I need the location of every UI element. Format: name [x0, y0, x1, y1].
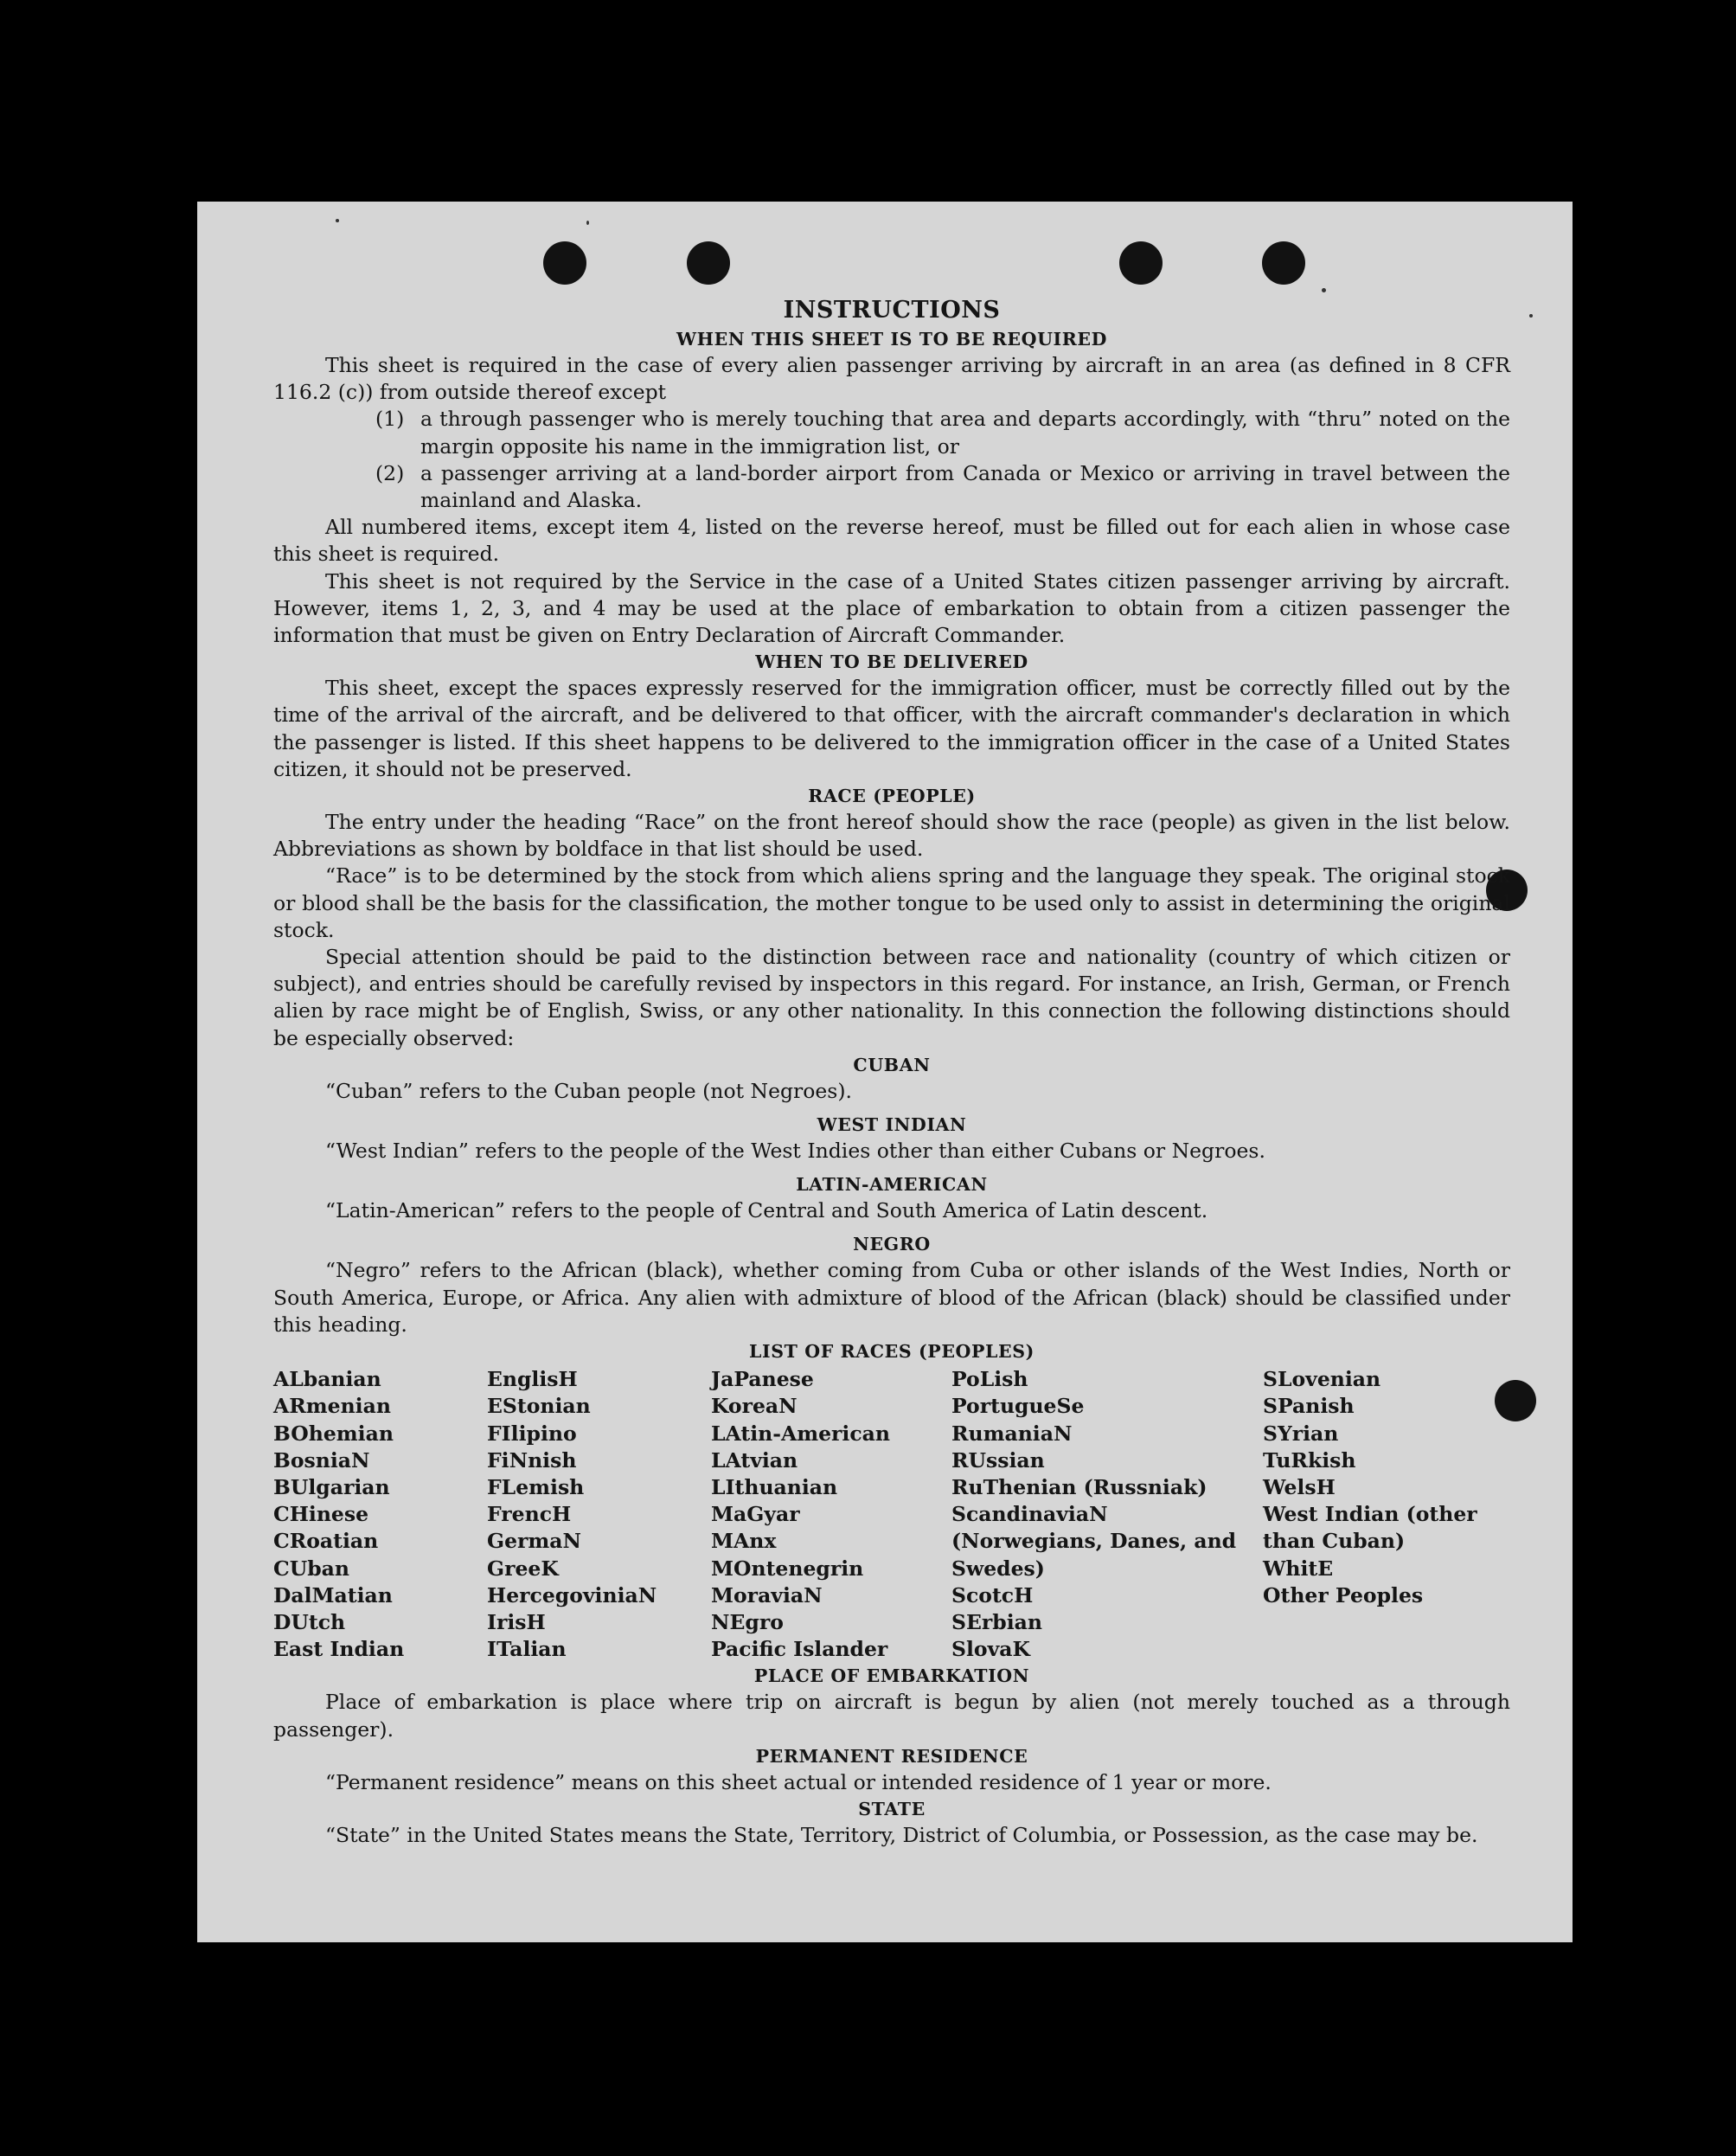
- race-entry: RUssian: [951, 1447, 1045, 1473]
- race-column: [273, 1366, 487, 1663]
- race-entry: FIlipino: [487, 1421, 577, 1446]
- race-entry: RuThenian (Russniak): [951, 1474, 1208, 1499]
- race-entry: West Indian (other than Cuban): [1263, 1502, 1477, 1554]
- race-entry: FrencH: [487, 1502, 572, 1527]
- exception-number: (2): [375, 460, 405, 485]
- race-entry: WhitE: [1263, 1556, 1334, 1581]
- punch-hole: [543, 241, 586, 285]
- race-entry: CRoatian: [273, 1529, 379, 1554]
- race-entry: ALbanian: [273, 1367, 381, 1392]
- race-entry: Other Peoples: [1263, 1582, 1424, 1607]
- paragraph: “Latin-American” refers to the people of Central and South America of Latin descent.: [325, 1198, 1208, 1223]
- race-entry: IrisH: [487, 1609, 546, 1634]
- paragraph: “Cuban” refers to the Cuban people (not Negroes).: [325, 1078, 853, 1103]
- race-entry: ScandinaviaN (Norwegians, Danes, and Swedes): [951, 1502, 1237, 1581]
- paragraph: This sheet, except the spaces expressly reserved for the immigration officer, must be correctly filled out by the time of the arrival of the aircraft, and be delivered to that officer, with the aircraft commander's declaration in which the passenger is listed. If this sheet happens to be delivered to the immigration officer in the case of a United States citizen, it should not be preserved.: [273, 676, 1510, 781]
- section-heading-delivered: WHEN TO BE DELIVERED: [755, 651, 1028, 673]
- race-entry: SlovaK: [951, 1637, 1030, 1662]
- race-entry: SPanish: [1263, 1394, 1355, 1419]
- race-entry: EStonian: [487, 1394, 591, 1419]
- race-entry: PoLish: [951, 1367, 1028, 1392]
- race-column: [711, 1366, 951, 1663]
- paragraph: “Permanent residence” means on this sheet actual or intended residence of 1 year or more.: [325, 1769, 1272, 1794]
- race-entry: SYrian: [1263, 1421, 1339, 1446]
- section-heading-state: STATE: [858, 1798, 926, 1819]
- paper-speck: [1322, 288, 1326, 292]
- race-entry: MoraviaN: [711, 1582, 823, 1607]
- race-entry: MOntenegrin: [711, 1556, 864, 1581]
- race-entry: LAtvian: [711, 1447, 798, 1473]
- page-title: INSTRUCTIONS: [783, 297, 1001, 324]
- race-entry: NEgro: [711, 1609, 784, 1634]
- race-list: [273, 1366, 1510, 1663]
- race-entry: ScotcH: [951, 1582, 1034, 1607]
- race-entry: PortugueSe: [951, 1394, 1085, 1419]
- paper-speck: [1529, 314, 1533, 318]
- race-column: [1263, 1366, 1505, 1663]
- race-entry: FiNnish: [487, 1447, 577, 1473]
- punch-hole: [687, 241, 730, 285]
- race-entry: MaGyar: [711, 1502, 800, 1527]
- race-entry: TuRkish: [1263, 1447, 1356, 1473]
- section-heading-cuban: CUBAN: [853, 1054, 931, 1075]
- race-entry: BOhemian: [273, 1421, 394, 1446]
- exception-text: a passenger arriving at a land-border airport from Canada or Mexico or arriving in travel between the mainland and Alaska.: [420, 460, 1510, 513]
- race-entry: LIthuanian: [711, 1474, 838, 1499]
- paragraph: All numbered items, except item 4, listed on the reverse hereof, must be filled out for each alien in whose case this sheet is required.: [273, 515, 1510, 567]
- race-column: [487, 1366, 711, 1663]
- race-entry: CHinese: [273, 1502, 369, 1527]
- instruction-sheet: [197, 202, 1573, 1942]
- race-entry: GreeK: [487, 1556, 559, 1581]
- exception-item: [375, 460, 1510, 514]
- paragraph: Place of embarkation is place where trip on aircraft is begun by alien (not merely touched as a through passenger).: [273, 1690, 1510, 1742]
- paragraph: “Negro” refers to the African (black), whether coming from Cuba or other islands of the West Indies, North or South America, Europe, or Africa. Any alien with admixture of blood of the African (black) should be classified under this heading.: [273, 1258, 1510, 1337]
- paragraph: Special attention should be paid to the distinction between race and nationality (country of which citizen or subject), and entries should be carefully revised by inspectors in this regard. For instance, an Irish, German, or French alien by race might be of English, Swiss, or any other nationality. In this connection the following distinctions should be especially observed:: [273, 945, 1510, 1050]
- paragraph: The entry under the heading “Race” on the front hereof should show the race (people) as given in the list below. Abbreviations as shown by boldface in that list should be used.: [273, 810, 1510, 862]
- section-heading-embarkation: PLACE OF EMBARKATION: [753, 1665, 1030, 1687]
- punch-hole: [1119, 241, 1163, 285]
- race-entry: JaPanese: [711, 1367, 814, 1392]
- section-heading-race-list: LIST OF RACES (PEOPLES): [749, 1341, 1035, 1363]
- section-heading-race: RACE (PEOPLE): [808, 786, 976, 807]
- race-entry: GermaN: [487, 1529, 581, 1554]
- instructions-content: [273, 295, 1510, 1849]
- race-entry: EnglisH: [487, 1367, 578, 1392]
- race-entry: LAtin-American: [711, 1421, 890, 1446]
- race-entry: BosniaN: [273, 1447, 370, 1473]
- race-entry: DalMatian: [273, 1582, 393, 1607]
- race-entry: SErbian: [951, 1609, 1042, 1634]
- exception-number: (1): [375, 407, 405, 432]
- race-column: [951, 1366, 1263, 1663]
- punch-hole: [1262, 241, 1305, 285]
- section-heading-required: WHEN THIS SHEET IS TO BE REQUIRED: [676, 329, 1107, 350]
- race-entry: FLemish: [487, 1474, 585, 1499]
- section-heading-west-indian: WEST INDIAN: [817, 1114, 967, 1136]
- race-entry: ITalian: [487, 1637, 567, 1662]
- race-entry: East Indian: [273, 1637, 405, 1662]
- paragraph: “State” in the United States means the State, Territory, District of Columbia, or Possession, as the case may be.: [325, 1822, 1478, 1847]
- section-heading-residence: PERMANENT RESIDENCE: [755, 1745, 1028, 1767]
- race-entry: BUlgarian: [273, 1474, 390, 1499]
- race-entry: KoreaN: [711, 1394, 798, 1419]
- race-entry: Pacific Islander: [711, 1637, 888, 1662]
- section-heading-negro: NEGRO: [853, 1234, 931, 1255]
- race-entry: MAnx: [711, 1529, 777, 1554]
- paragraph: “West Indian” refers to the people of the West Indies other than either Cubans or Negroes.: [325, 1139, 1265, 1164]
- exception-item: [375, 406, 1510, 459]
- race-entry: SLovenian: [1263, 1367, 1381, 1392]
- exception-text: a through passenger who is merely touching that area and departs accordingly, with “thru” noted on the margin opposite his name in the immigration list, or: [420, 407, 1510, 459]
- race-entry: CUban: [273, 1556, 349, 1581]
- paragraph: “Race” is to be determined by the stock from which aliens spring and the language they speak. The original stock or blood shall be the basis for the classification, the mother tongue to be used only to assist in determining the original stock.: [273, 863, 1510, 942]
- paragraph: This sheet is not required by the Service in the case of a United States citizen passenger arriving by aircraft. However, items 1, 2, 3, and 4 may be used at the place of embarkation to obtain from a citizen passenger the information that must be given on Entry Declaration of Aircraft Commander.: [273, 568, 1510, 648]
- race-entry: DUtch: [273, 1609, 346, 1634]
- race-entry: RumaniaN: [951, 1421, 1073, 1446]
- race-entry: HercegoviniaN: [487, 1582, 657, 1607]
- race-entry: WelsH: [1263, 1474, 1336, 1499]
- section-heading-latin-american: LATIN-AMERICAN: [796, 1174, 988, 1196]
- paper-speck: [336, 219, 339, 222]
- race-entry: ARmenian: [273, 1394, 391, 1419]
- paragraph: This sheet is required in the case of every alien passenger arriving by aircraft in an area (as defined in 8 CFR 116.2 (c)) from outside thereof except: [273, 353, 1510, 405]
- paper-speck: [586, 221, 589, 225]
